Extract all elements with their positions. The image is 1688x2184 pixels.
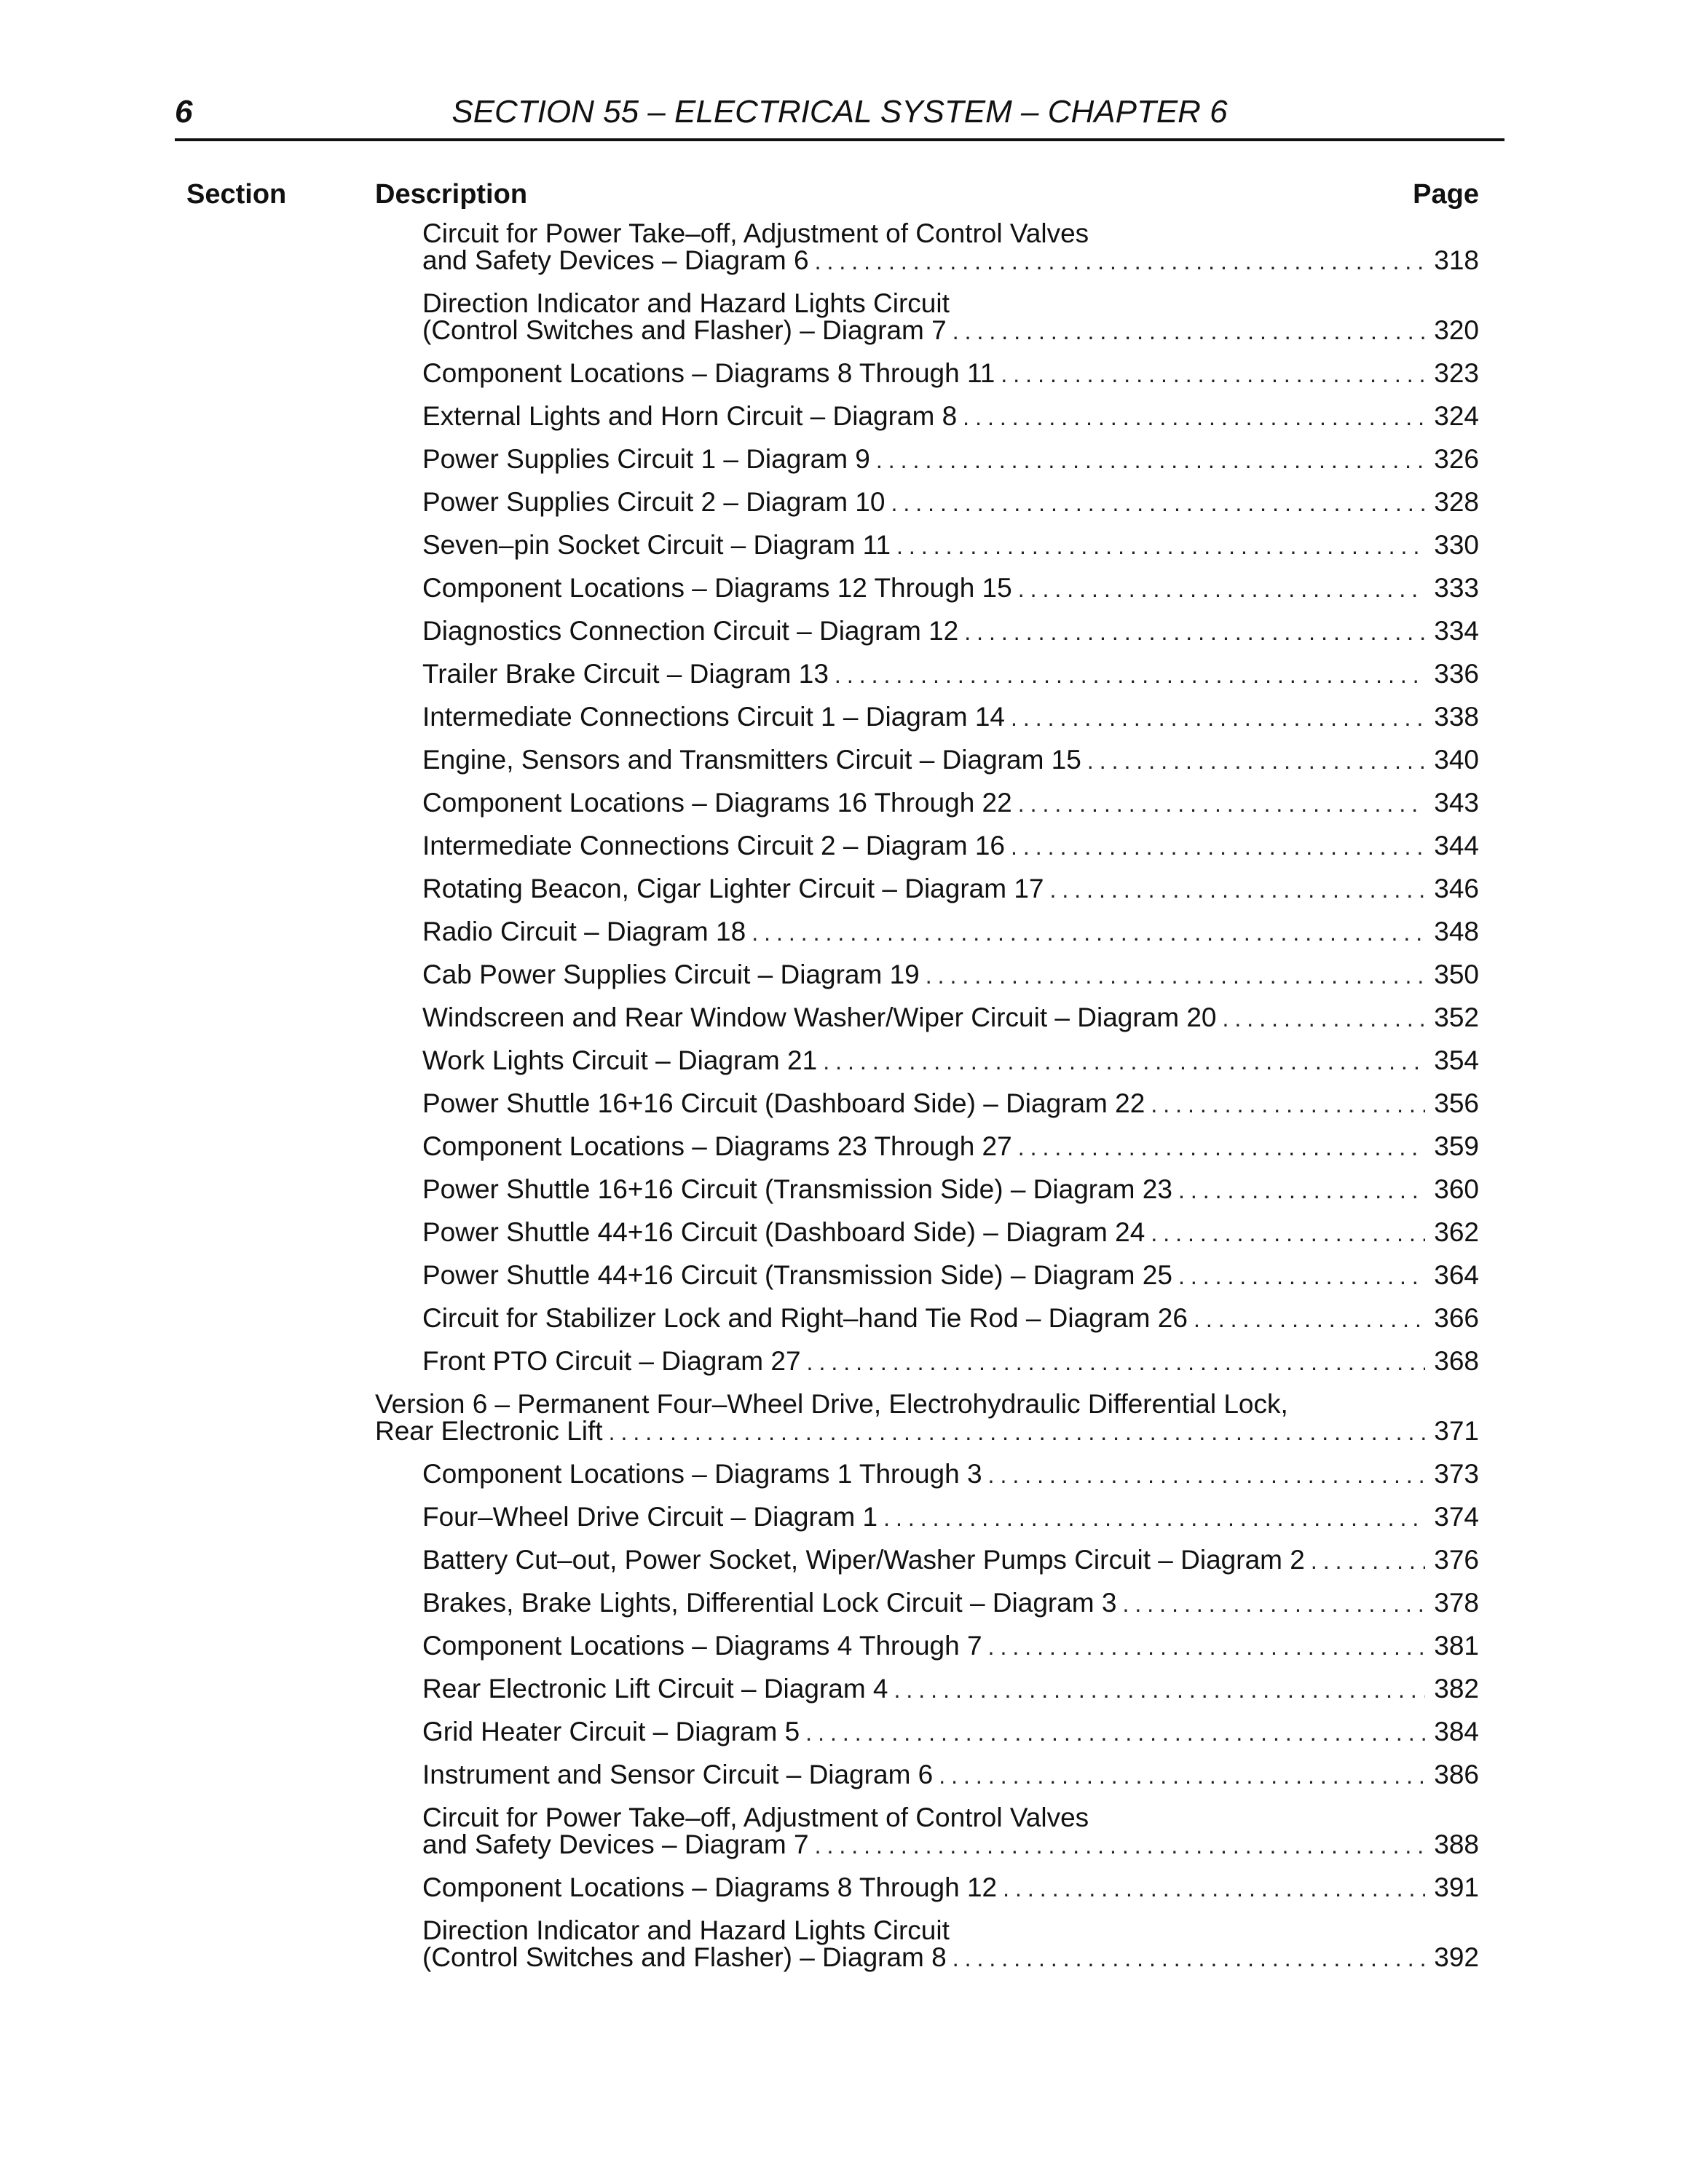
dot-leader: [883, 1505, 1425, 1532]
dot-leader: [1223, 1005, 1425, 1032]
toc-entry-page: 356: [1434, 1088, 1479, 1118]
toc-entry-title: Power Supplies Circuit 1 – Diagram 9: [422, 444, 870, 474]
toc-entry-page: 350: [1434, 960, 1479, 989]
toc-entry-line: [422, 488, 1479, 515]
toc-entry-line: [422, 247, 1479, 274]
toc-entry-line: [422, 918, 1479, 945]
toc-entry-page: 348: [1434, 917, 1479, 946]
toc-entry-page: 376: [1434, 1545, 1479, 1575]
toc-entry-line: [422, 220, 1479, 247]
toc-entry-title: Intermediate Connections Circuit 1 – Diagram 14: [422, 702, 1005, 732]
toc-entry-title: Component Locations – Diagrams 4 Through 7: [422, 1631, 982, 1661]
toc-entry-title: Instrument and Sensor Circuit – Diagram 6: [422, 1760, 934, 1789]
toc-entry-title: External Lights and Horn Circuit – Diagram 8: [422, 401, 958, 431]
toc-entry-page: 378: [1434, 1588, 1479, 1618]
toc-entry-line: [422, 1503, 1479, 1530]
toc-entry-page: 388: [1434, 1829, 1479, 1859]
toc-entry-page: 352: [1434, 1002, 1479, 1032]
toc-entry-title: Component Locations – Diagrams 8 Through 11: [422, 358, 995, 388]
toc-entry: [422, 1917, 1479, 1971]
toc-entry-title: Component Locations – Diagrams 8 Through 12: [422, 1872, 998, 1902]
dot-leader: [988, 1634, 1425, 1661]
toc-entry-line: [422, 1460, 1479, 1487]
toc-entry-line: [422, 832, 1479, 859]
page-header: [175, 93, 1504, 141]
toc-entry: [422, 1804, 1479, 1858]
toc-entry-page: 392: [1434, 1942, 1479, 1972]
toc-entry: [422, 1632, 1479, 1659]
toc-entry: [422, 290, 1479, 344]
toc-entry: [422, 789, 1479, 816]
toc-entry-title: Windscreen and Rear Window Washer/Wiper Circuit – Diagram 20: [422, 1002, 1217, 1032]
dot-leader: [815, 248, 1425, 275]
dot-leader: [1011, 834, 1425, 860]
toc-entry-title: Power Shuttle 16+16 Circuit (Dashboard Side) – Diagram 22: [422, 1088, 1145, 1118]
toc-entry-title: Seven–pin Socket Circuit – Diagram 11: [422, 530, 891, 560]
toc-entry: [422, 1589, 1479, 1616]
toc-entry-page: 320: [1434, 315, 1479, 345]
toc-entry-page: 323: [1434, 358, 1479, 388]
toc-entry: [422, 1133, 1479, 1160]
toc-entry-line: [422, 1305, 1479, 1332]
toc-entry-line: [422, 789, 1479, 816]
toc-entry-line: [422, 660, 1479, 687]
toc-entry-page: 344: [1434, 831, 1479, 860]
toc-entry-title: Power Shuttle 44+16 Circuit (Dashboard Side) – Diagram 24: [422, 1217, 1145, 1247]
toc-entry-title: Intermediate Connections Circuit 2 – Diagram 16: [422, 831, 1005, 860]
dot-leader: [609, 1419, 1425, 1446]
toc-entry-line: [422, 875, 1479, 902]
toc-entry-title: Circuit for Power Take–off, Adjustment of Control Valves: [422, 1803, 1089, 1832]
dot-leader: [1087, 748, 1425, 775]
toc-entry-title: Four–Wheel Drive Circuit – Diagram 1: [422, 1502, 878, 1532]
toc-entry-line: [422, 1176, 1479, 1203]
toc-entry-page: 386: [1434, 1760, 1479, 1789]
toc-entry: [422, 918, 1479, 945]
toc-entry-title: Power Supplies Circuit 2 – Diagram 10: [422, 487, 886, 517]
toc-entry-page: 334: [1434, 616, 1479, 646]
toc-entry-line: [422, 1761, 1479, 1788]
toc-entry-page: 364: [1434, 1260, 1479, 1290]
toc-entry-title: Component Locations – Diagrams 1 Through 3: [422, 1459, 982, 1489]
toc-entry-page: 324: [1434, 401, 1479, 431]
toc-entry: [422, 703, 1479, 730]
dot-leader: [1178, 1263, 1425, 1290]
toc-entry-page: 333: [1434, 573, 1479, 603]
dot-leader: [1123, 1591, 1426, 1618]
toc-entry-page: 362: [1434, 1217, 1479, 1247]
dot-leader: [953, 318, 1425, 345]
column-headers: [0, 176, 1688, 217]
toc-entry-page: 381: [1434, 1631, 1479, 1661]
dot-leader: [1194, 1306, 1425, 1333]
toc-entry-line: [422, 290, 1479, 317]
table-of-contents: [0, 220, 1688, 1987]
toc-entry-title: Circuit for Stabilizer Lock and Right–hand Tie Rod – Diagram 26: [422, 1303, 1188, 1333]
toc-entry: [422, 1761, 1479, 1788]
toc-entry-title: Component Locations – Diagrams 12 Through 15: [422, 573, 1012, 603]
toc-entry-title: Rotating Beacon, Cigar Lighter Circuit – Diagram 17: [422, 874, 1044, 903]
toc-entry-title: Diagnostics Connection Circuit – Diagram 12: [422, 616, 959, 646]
toc-entry-line: [422, 1133, 1479, 1160]
column-header-description: Description: [375, 179, 528, 210]
toc-entry: [422, 1090, 1479, 1117]
toc-entry-line: [422, 1804, 1479, 1831]
toc-entry: [422, 961, 1479, 988]
dot-leader: [1003, 1875, 1425, 1902]
toc-entry-line: [422, 1546, 1479, 1573]
dot-leader: [964, 619, 1425, 646]
toc-entry-title: Grid Heater Circuit – Diagram 5: [422, 1717, 800, 1746]
toc-entry-line: [422, 403, 1479, 430]
dot-leader: [1151, 1220, 1425, 1247]
toc-entry: [422, 446, 1479, 472]
toc-entry-line: [422, 446, 1479, 472]
dot-leader: [815, 1832, 1425, 1859]
toc-entry-title: Rear Electronic Lift: [375, 1416, 603, 1446]
toc-entry-line: [422, 360, 1479, 387]
toc-entry-page: 340: [1434, 745, 1479, 775]
toc-entry-title: Version 6 – Permanent Four–Wheel Drive, Electrohydraulic Differential Lock,: [375, 1389, 1288, 1419]
toc-entry-page: 330: [1434, 530, 1479, 560]
toc-section-entry: [375, 1390, 1479, 1444]
dot-leader: [807, 1349, 1425, 1376]
toc-entry-line: [422, 1004, 1479, 1031]
dot-leader: [894, 1677, 1426, 1704]
dot-leader: [1151, 1091, 1425, 1118]
toc-entry-line: [375, 1390, 1479, 1417]
toc-entry-line: [422, 746, 1479, 773]
toc-entry-line: [422, 317, 1479, 344]
toc-entry-line: [422, 1718, 1479, 1745]
toc-entry-title: Power Shuttle 44+16 Circuit (Transmission Side) – Diagram 25: [422, 1260, 1172, 1290]
toc-entry-line: [422, 1047, 1479, 1074]
toc-entry: [422, 832, 1479, 859]
dot-leader: [896, 533, 1425, 560]
toc-entry-line: [422, 617, 1479, 644]
dot-leader: [1049, 877, 1425, 903]
toc-entry-title: Trailer Brake Circuit – Diagram 13: [422, 659, 829, 689]
toc-entry: [422, 1546, 1479, 1573]
toc-entry-page: 366: [1434, 1303, 1479, 1333]
toc-entry-page: 382: [1434, 1674, 1479, 1704]
toc-entry-title: Front PTO Circuit – Diagram 27: [422, 1346, 801, 1376]
dot-leader: [963, 404, 1425, 431]
toc-entry: [422, 1718, 1479, 1745]
toc-entry-line: [375, 1417, 1479, 1444]
toc-entry-title: Cab Power Supplies Circuit – Diagram 19: [422, 960, 920, 989]
toc-entry: [422, 1176, 1479, 1203]
toc-entry: [422, 488, 1479, 515]
toc-entry-line: [422, 1632, 1479, 1659]
dot-leader: [1178, 1177, 1425, 1204]
toc-entry-page: 373: [1434, 1459, 1479, 1489]
toc-entry-title: and Safety Devices – Diagram 6: [422, 245, 809, 275]
toc-entry-page: 371: [1434, 1416, 1479, 1446]
toc-entry-line: [422, 1944, 1479, 1971]
dot-leader: [1018, 791, 1425, 818]
toc-entry-page: 360: [1434, 1174, 1479, 1204]
dot-leader: [805, 1720, 1425, 1746]
toc-entry: [422, 403, 1479, 430]
toc-entry-title: Component Locations – Diagrams 16 Through 22: [422, 788, 1012, 818]
toc-entry-line: [422, 1348, 1479, 1374]
toc-entry-line: [422, 1589, 1479, 1616]
toc-entry-line: [422, 1874, 1479, 1901]
dot-leader: [752, 919, 1425, 946]
column-header-page: Page: [1413, 179, 1479, 210]
dot-leader: [835, 662, 1425, 689]
toc-entry-line: [422, 1090, 1479, 1117]
toc-entry-title: Component Locations – Diagrams 23 Through 27: [422, 1131, 1012, 1161]
toc-entry: [422, 875, 1479, 902]
toc-entry: [422, 1262, 1479, 1289]
toc-entry-page: 346: [1434, 874, 1479, 903]
toc-entry-page: 391: [1434, 1872, 1479, 1902]
toc-entry-page: 384: [1434, 1717, 1479, 1746]
toc-entry-title: Brakes, Brake Lights, Differential Lock Circuit – Diagram 3: [422, 1588, 1117, 1618]
toc-entry-title: Circuit for Power Take–off, Adjustment of Control Valves: [422, 218, 1089, 248]
toc-entry: [422, 1503, 1479, 1530]
toc-entry-title: Radio Circuit – Diagram 18: [422, 917, 746, 946]
dot-leader: [1001, 361, 1425, 388]
toc-entry-line: [422, 1831, 1479, 1858]
toc-entry: [422, 1004, 1479, 1031]
toc-entry-line: [422, 1675, 1479, 1702]
dot-leader: [1011, 705, 1425, 732]
toc-entry-page: 354: [1434, 1045, 1479, 1075]
toc-entry-line: [422, 703, 1479, 730]
toc-entry-line: [422, 1219, 1479, 1246]
toc-entry: [422, 1874, 1479, 1901]
dot-leader: [823, 1048, 1425, 1075]
toc-entry-line: [422, 574, 1479, 601]
toc-entry-line: [422, 1917, 1479, 1944]
toc-entry: [422, 1305, 1479, 1332]
toc-entry: [422, 1675, 1479, 1702]
dot-leader: [891, 490, 1425, 517]
dot-leader: [926, 962, 1425, 989]
toc-entry: [422, 1460, 1479, 1487]
dot-leader: [953, 1945, 1425, 1972]
column-header-section: Section: [186, 179, 287, 210]
toc-entry: [422, 360, 1479, 387]
dot-leader: [988, 1462, 1425, 1489]
dot-leader: [1018, 576, 1425, 603]
toc-entry-page: 336: [1434, 659, 1479, 689]
toc-entry-title: Direction Indicator and Hazard Lights Circuit: [422, 1915, 950, 1945]
toc-entry-page: 374: [1434, 1502, 1479, 1532]
toc-entry-title: Power Shuttle 16+16 Circuit (Transmission Side) – Diagram 23: [422, 1174, 1172, 1204]
toc-entry-line: [422, 1262, 1479, 1289]
toc-entry-page: 338: [1434, 702, 1479, 732]
toc-entry: [422, 1348, 1479, 1374]
dot-leader: [939, 1762, 1425, 1789]
toc-entry-line: [422, 961, 1479, 988]
toc-entry: [422, 1047, 1479, 1074]
dot-leader: [876, 447, 1425, 474]
toc-entry-page: 359: [1434, 1131, 1479, 1161]
toc-entry: [422, 617, 1479, 644]
dot-leader: [1018, 1134, 1425, 1161]
toc-entry-title: Engine, Sensors and Transmitters Circuit – Diagram 15: [422, 745, 1081, 775]
toc-entry: [422, 531, 1479, 558]
toc-entry: [422, 574, 1479, 601]
dot-leader: [1311, 1548, 1425, 1575]
page-number: 6: [175, 94, 193, 130]
toc-entry-page: 368: [1434, 1346, 1479, 1376]
toc-entry: [422, 1219, 1479, 1246]
toc-entry-line: [422, 531, 1479, 558]
toc-entry: [422, 220, 1479, 274]
toc-entry-title: Work Lights Circuit – Diagram 21: [422, 1045, 818, 1075]
toc-entry-title: Rear Electronic Lift Circuit – Diagram 4: [422, 1674, 888, 1704]
toc-entry-title: (Control Switches and Flasher) – Diagram 7: [422, 315, 947, 345]
toc-entry-title: and Safety Devices – Diagram 7: [422, 1829, 809, 1859]
toc-entry-page: 318: [1434, 245, 1479, 275]
toc-entry-title: Direction Indicator and Hazard Lights Circuit: [422, 288, 950, 318]
toc-entry-page: 328: [1434, 487, 1479, 517]
toc-entry-title: Battery Cut–out, Power Socket, Wiper/Washer Pumps Circuit – Diagram 2: [422, 1545, 1305, 1575]
toc-entry-page: 326: [1434, 444, 1479, 474]
page-title: SECTION 55 – ELECTRICAL SYSTEM – CHAPTER 6: [451, 94, 1228, 130]
toc-entry-page: 343: [1434, 788, 1479, 818]
toc-entry: [422, 746, 1479, 773]
toc-entry-title: (Control Switches and Flasher) – Diagram 8: [422, 1942, 947, 1972]
toc-entry: [422, 660, 1479, 687]
